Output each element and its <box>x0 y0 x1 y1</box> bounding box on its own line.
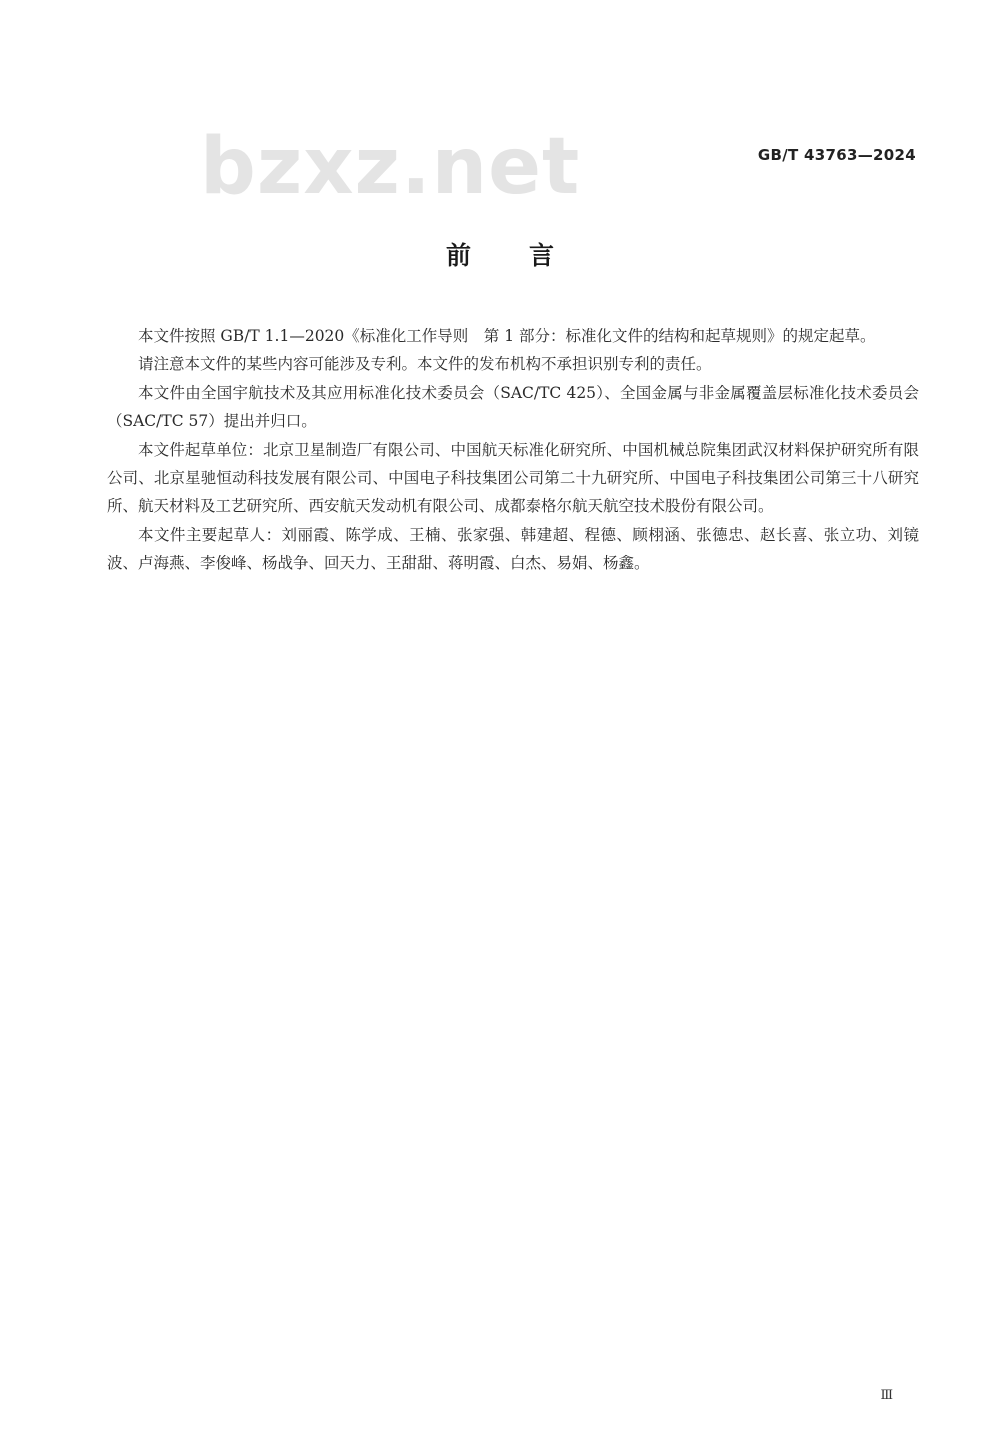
paragraph-drafting-units: 本文件起草单位：北京卫星制造厂有限公司、中国航天标准化研究所、中国机械总院集团武汉材料保护研究所有限公司、北京星驰恒动科技发展有限公司、中国电子科技集团公司第二十九研究所、中国电子科技集团公司第三十八研究所、航天材料及工艺研究所、西安航天发动机有限公司、成都泰格尔航天航空技术股份有限公司。 <box>107 440 919 516</box>
page-number: Ⅲ <box>880 1388 892 1403</box>
paragraph-patent-notice: 请注意本文件的某些内容可能涉及专利。本文件的发布机构不承担识别专利的责任。 <box>138 355 712 374</box>
page-title: 前言 <box>445 241 612 270</box>
paragraph-proposer: 本文件由全国宇航技术及其应用标准化技术委员会（SAC/TC 425）、全国金属与非金属覆盖层标准化技术委员会（SAC/TC 57）提出并归口。 <box>107 383 919 431</box>
foreword-body <box>107 322 919 578</box>
paragraph-drafters: 本文件主要起草人：刘丽霞、陈学成、王楠、张家强、韩建超、程德、顾栩涵、张德忠、赵长喜、张立功、刘镜波、卢海燕、李俊峰、杨战争、回天力、王甜甜、蒋明霞、白杰、易娟、杨鑫。 <box>107 525 919 573</box>
paragraph-drafting-rules: 本文件按照 GB/T 1.1—2020《标准化工作导则 第 1 部分：标准化文件的结构和起草规则》的规定起草。 <box>138 327 876 345</box>
standard-code: GB/T 43763—2024 <box>757 146 916 164</box>
watermark: bzxz.net <box>200 122 581 212</box>
